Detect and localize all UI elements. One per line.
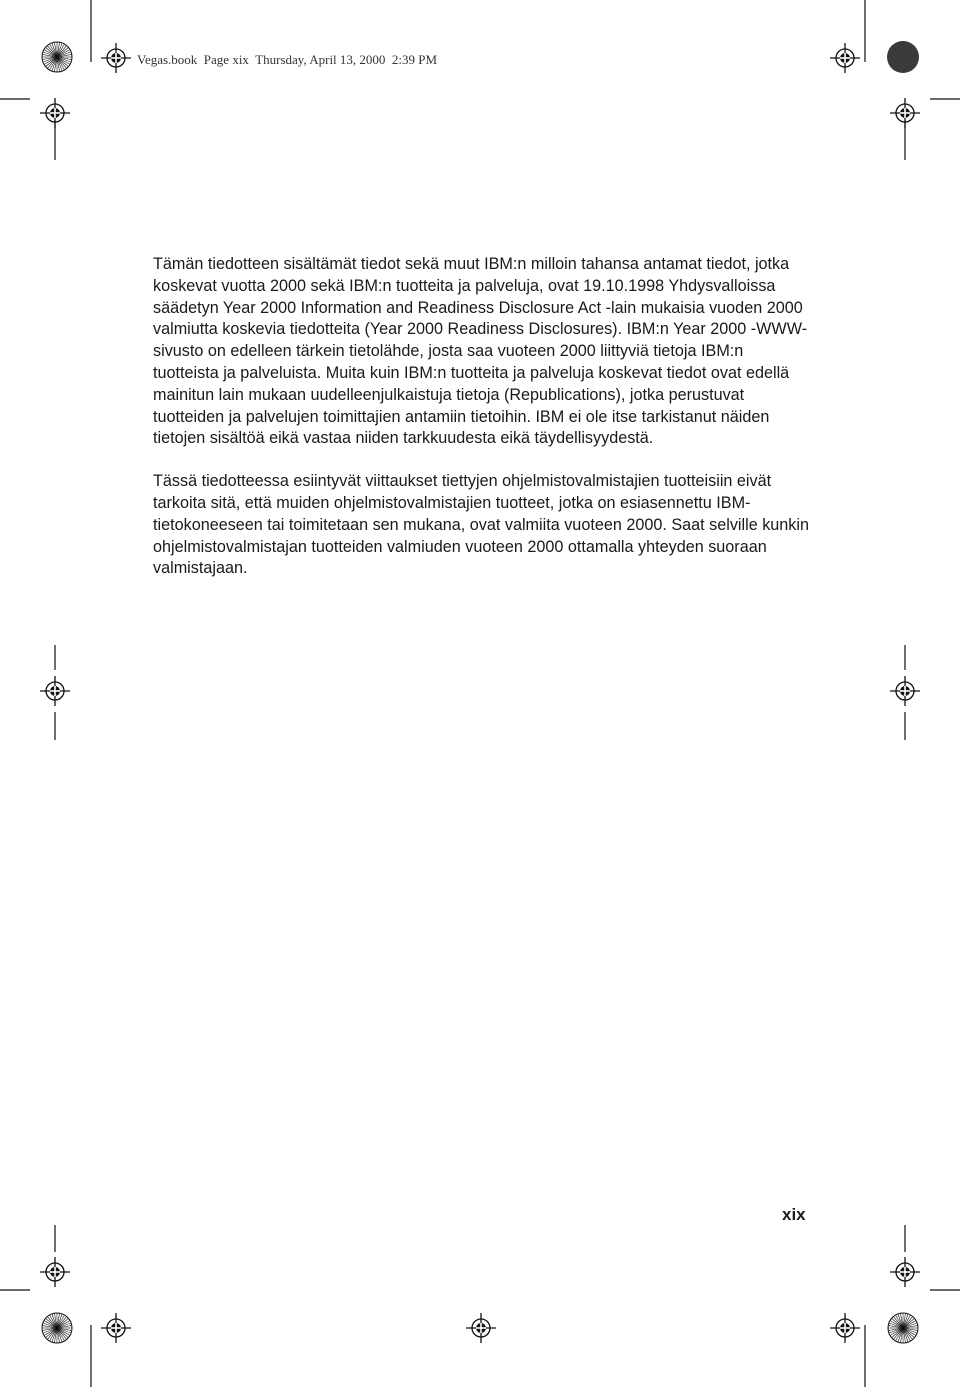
- document-body: [153, 254, 813, 601]
- registration-target-icon: [101, 43, 131, 73]
- registration-target-icon: [40, 1257, 70, 1287]
- registration-target-icon: [890, 1257, 920, 1287]
- starburst-icon: [42, 1313, 72, 1343]
- registration-target-icon: [40, 98, 70, 128]
- disclaimer-paragraph: Tämän tiedotteen sisältämät tiedot sekä muut IBM:n milloin tahansa antamat tiedot, jotka koskevat vuotta 2000 sekä IBM:n tuotteita ja palveluja, ovat 19.10.1998 Yhdysvalloissa säädetyn Year 2000 Information and Readiness Disclosure Act -lain mukaisia vuoden 2000 valmiutta koskevia tiedotteita (Year 2000 Readiness Disclosures). IBM:n Year 2000 -WWW-sivusto on edelleen tärkein tietolähde, josta saa vuoteen 2000 liittyviä tietoja IBM:n tuotteista ja palveluista. Muita kuin IBM:n tuotteita ja palveluja koskevat tiedot ovat edellä mainitun lain mukaan uudelleenjulkaistuja tietoja (Republications), jotka perustuvat tuotteiden ja palvelujen toimittajien antamiin tietoihin. IBM ei ole itse tarkistanut näiden tietojen sisältöä eikä vastaa niiden tarkkuudesta eikä täydellisyydestä.: [153, 255, 808, 448]
- registration-target-icon: [40, 676, 70, 706]
- registration-target-icon: [830, 43, 860, 73]
- registration-target-icon: [890, 98, 920, 128]
- registration-target-icon: [830, 1313, 860, 1343]
- registration-target-icon: [466, 1313, 496, 1343]
- solid-circle-icon: [887, 41, 919, 73]
- software-notice-paragraph: Tässä tiedotteessa esiintyvät viittaukset tiettyjen ohjelmistovalmistajien tuotteisiin eivät tarkoita sitä, että muiden ohjelmistovalmistajien tuotteet, jotka on esiasennettu IBM-tietokoneeseen tai toimitetaan sen mukana, ovat valmiita vuoteen 2000. Saat selville kunkin ohjelmistovalmistajan tuotteiden valmiuden vuoteen 2000 ottamalla yhteyden suoraan valmistajaan.: [153, 472, 809, 578]
- book-slug-header: Vegas.book Page xix Thursday, April 13, 2000 2:39 PM: [137, 52, 438, 67]
- registration-target-icon: [101, 1313, 131, 1343]
- page-number: xix: [782, 1205, 806, 1224]
- starburst-icon: [888, 1313, 918, 1343]
- starburst-icon: [42, 42, 72, 72]
- registration-target-icon: [890, 676, 920, 706]
